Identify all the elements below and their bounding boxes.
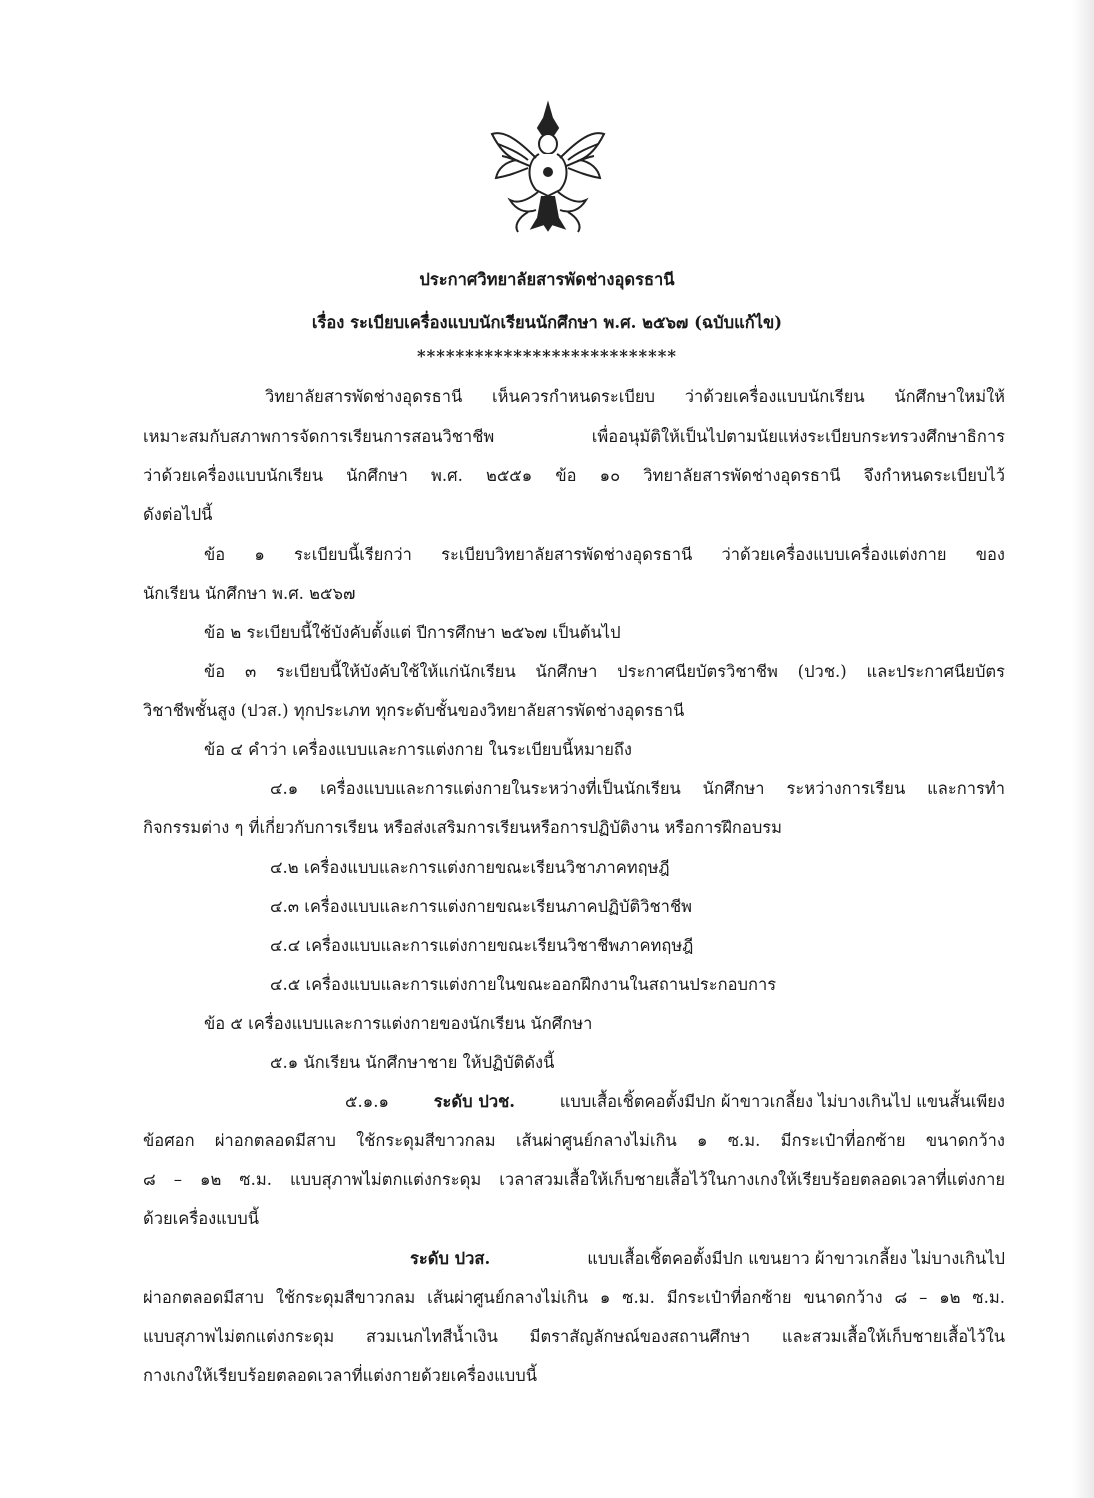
garuda-emblem — [488, 100, 608, 234]
preamble-line-1: วิทยาลัยสารพัดช่างอุดรธานี เห็นควรกำหนดระเบียบ ว่าด้วยเครื่องแบบนักเรียน นักศึกษาใหม่ให้ — [265, 387, 1005, 406]
separator-stars: *************************** — [417, 347, 677, 366]
clause-3-line-1: ข้อ ๓ ระเบียบนี้ให้บังคับใช้ให้แก่นักเรียน นักศึกษา ประกาศนียบัตรวิชาชีพ (ปวช.) และประกาศนียบัตร — [204, 662, 1005, 681]
pvs-line-2: ผ่าอกตลอดมีสาบ ใช้กระดุมสีขาวกลม เส้นผ่าศูนย์กลางไม่เกิน ๑ ซ.ม. มีกระเป๋าที่อกซ้าย ขนาดกว้าง ๘ – ๑๒ ซ.ม. — [143, 1288, 1005, 1307]
clause-1-line-1: ข้อ ๑ ระเบียบนี้เรียกว่า ระเบียบวิทยาลัยสารพัดช่างอุดรธานี ว่าด้วยเครื่องแบบเครื่องแต่งกาย ของ — [204, 545, 1005, 564]
clause-4: ข้อ ๔ คำว่า เครื่องแบบและการแต่งกาย ในระเบียบนี้หมายถึง — [204, 740, 632, 759]
clause-4-5: ๔.๕ เครื่องแบบและการแต่งกายในขณะออกฝึกงานในสถานประกอบการ — [270, 975, 777, 994]
pvs-line-3: แบบสุภาพไม่ตกแต่งกระดุม สวมเนกไทสีน้ำเงิน มีตราสัญลักษณ์ของสถานศึกษา และสวมเสื้อให้เก็บชายเสื้อไว้ใน — [143, 1327, 1005, 1346]
page-edge — [1072, 0, 1094, 1498]
clause-3-line-2: วิชาชีพชั้นสูง (ปวส.) ทุกประเภท ทุกระดับชั้นของวิทยาลัยสารพัดช่างอุดรธานี — [143, 701, 685, 720]
clause-5-1: ๕.๑ นักเรียน นักศึกษาชาย ให้ปฏิบัติดังนี้ — [270, 1053, 555, 1072]
pvs-text: แบบเสื้อเชิ้ตคอตั้งมีปก แขนยาว ผ้าขาวเกลี้ยง ไม่บางเกินไป — [587, 1249, 1005, 1268]
clause-5: ข้อ ๕ เครื่องแบบและการแต่งกายของนักเรียน นักศึกษา — [204, 1014, 593, 1033]
clause-2: ข้อ ๒ ระเบียบนี้ใช้บังคับตั้งแต่ ปีการศึกษา ๒๕๖๗ เป็นต้นไป — [204, 623, 621, 642]
clause-5-1-1-line-3: ๘ – ๑๒ ซ.ม. แบบสุภาพไม่ตกแต่งกระดุม เวลาสวมเสื้อให้เก็บชายเสื้อไว้ในกางเกงให้เรียบร้อยตลอดเวลาที่แต่งกาย — [143, 1170, 1005, 1189]
clause-5-1-1-line-4: ด้วยเครื่องแบบนี้ — [143, 1209, 260, 1228]
announcement-title: ประกาศวิทยาลัยสารพัดช่างอุดรธานี — [419, 270, 675, 289]
clause-4-2: ๔.๒ เครื่องแบบและการแต่งกายขณะเรียนวิชาภาคทฤษฎี — [270, 858, 670, 877]
clause-4-3: ๔.๓ เครื่องแบบและการแต่งกายขณะเรียนภาคปฏิบัติวิชาชีพ — [270, 897, 693, 916]
clause-5-1-1-text: แบบเสื้อเชิ้ตคอตั้งมีปก ผ้าขาวเกลี้ยง ไม่บางเกินไป แขนสั้นเพียง — [559, 1092, 1005, 1111]
clause-5-1-1-level: ระดับ ปวช. — [433, 1092, 516, 1111]
clause-5-1-1-number: ๕.๑.๑ — [345, 1092, 389, 1111]
announcement-subject: เรื่อง ระเบียบเครื่องแบบนักเรียนนักศึกษา พ.ศ. ๒๕๖๗ (ฉบับแก้ไข) — [311, 313, 783, 332]
preamble-line-4: ดังต่อไปนี้ — [143, 505, 213, 524]
clause-4-4: ๔.๔ เครื่องแบบและการแต่งกายขณะเรียนวิชาชีพภาคทฤษฎี — [270, 936, 694, 955]
pvs-level: ระดับ ปวส. — [410, 1249, 491, 1268]
preamble-line-3: ว่าด้วยเครื่องแบบนักเรียน นักศึกษา พ.ศ. ๒๕๕๑ ข้อ ๑๐ วิทยาลัยสารพัดช่างอุดรธานี จึงกำหนดระเบียบไว้ — [143, 466, 1005, 485]
pvs-line-1 — [410, 1247, 1005, 1271]
preamble-line-2: เหมาะสมกับสภาพการจัดการเรียนการสอนวิชาชีพ เพื่ออนุมัติให้เป็นไปตามนัยแห่งระเบียบกระทรวงศึกษาธิการ — [143, 427, 1005, 446]
clause-5-1-1-line-1 — [345, 1090, 1005, 1114]
clause-4-1-line-2: กิจกรรมต่าง ๆ ที่เกี่ยวกับการเรียน หรือส่งเสริมการเรียนหรือการปฏิบัติงาน หรือการฝึกอบรม — [143, 818, 783, 837]
clause-4-1-line-1: ๔.๑ เครื่องแบบและการแต่งกายในระหว่างที่เป็นนักเรียน นักศึกษา ระหว่างการเรียน และการทำ — [270, 779, 1005, 798]
clause-5-1-1-line-2: ข้อศอก ผ่าอกตลอดมีสาบ ใช้กระดุมสีขาวกลม เส้นผ่าศูนย์กลางไม่เกิน ๑ ซ.ม. มีกระเป๋าที่อกซ้าย ขนาดกว้าง — [143, 1131, 1005, 1150]
clause-1-line-2: นักเรียน นักศึกษา พ.ศ. ๒๕๖๗ — [143, 584, 356, 603]
pvs-line-4: กางเกงให้เรียบร้อยตลอดเวลาที่แต่งกายด้วยเครื่องแบบนี้ — [143, 1366, 537, 1385]
